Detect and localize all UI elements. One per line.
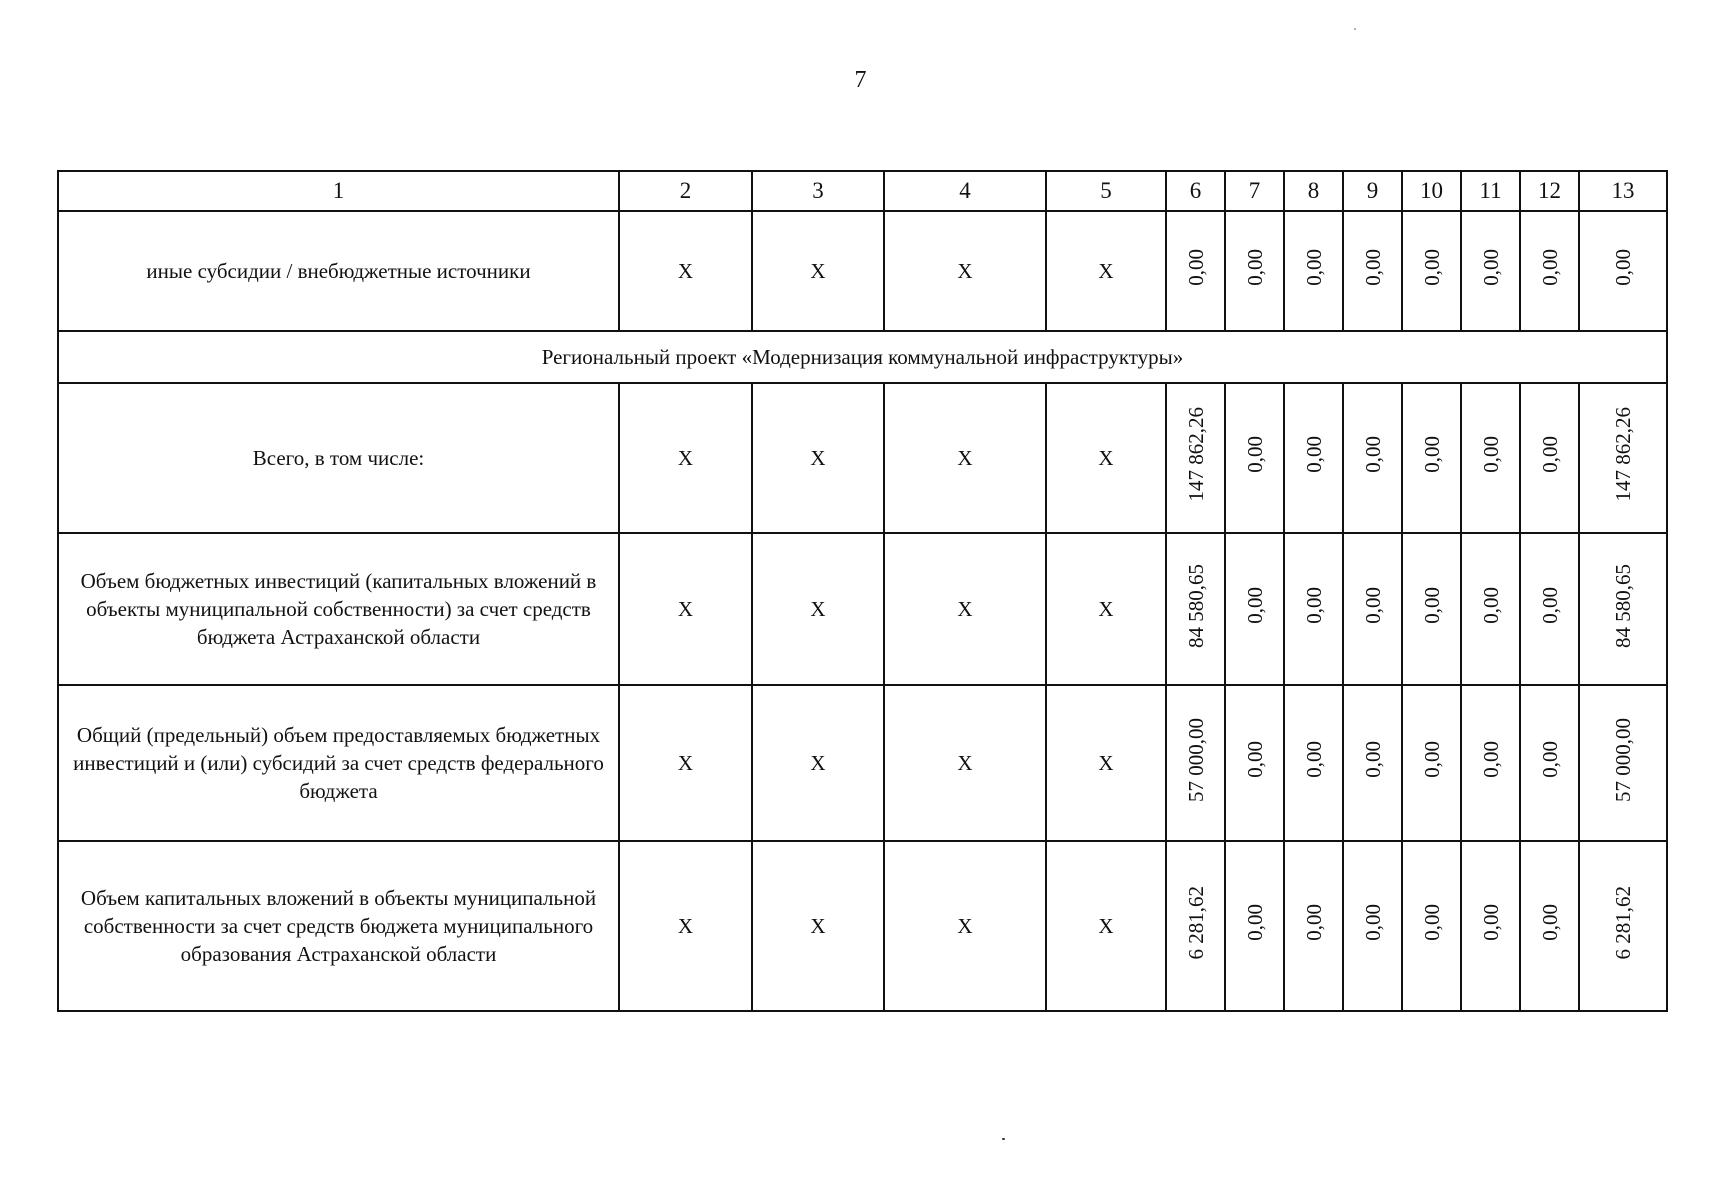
not-applicable-mark: X (619, 211, 752, 331)
budget-table (57, 170, 1668, 1012)
value-text: 147 862,26 (1183, 407, 1208, 502)
value-text: 6 281,62 (1183, 885, 1208, 960)
value-text: 147 862,26 (1611, 407, 1635, 502)
value-cell (1166, 211, 1225, 331)
not-applicable-mark: X (884, 211, 1046, 331)
value-text: 57 000,00 (1611, 717, 1635, 802)
section-title: Региональный проект «Модернизация коммунальной инфраструктуры» (58, 331, 1667, 383)
value-text: 57 000,00 (1183, 717, 1208, 802)
value-text: 84 580,65 (1183, 563, 1208, 648)
table-row (58, 685, 1667, 841)
value-text: 0,00 (1242, 249, 1267, 286)
not-applicable-mark: X (619, 841, 752, 1011)
not-applicable-mark: X (884, 685, 1046, 841)
value-cell (1402, 685, 1461, 841)
value-text: 0,00 (1301, 436, 1326, 473)
value-text: 0,00 (1242, 587, 1267, 624)
value-text: 0,00 (1360, 587, 1385, 624)
value-cell (1579, 533, 1667, 685)
value-text: 0,00 (1478, 587, 1503, 624)
value-text: 6 281,62 (1611, 885, 1635, 960)
not-applicable-mark: X (1046, 533, 1166, 685)
scan-speck (1354, 28, 1356, 30)
table-row (58, 533, 1667, 685)
value-cell (1343, 685, 1402, 841)
not-applicable-mark: X (1046, 383, 1166, 533)
column-number: 3 (752, 171, 884, 211)
value-text: 0,00 (1242, 741, 1267, 778)
value-text: 0,00 (1537, 587, 1562, 624)
value-cell (1284, 383, 1343, 533)
column-number: 6 (1166, 171, 1225, 211)
scan-speck (1002, 1138, 1005, 1140)
row-label: Общий (предельный) объем предоставляемых бюджетных инвестиций и (или) субсидий за счет средств федерального бюджета (58, 685, 619, 841)
value-text: 0,00 (1537, 249, 1562, 286)
value-cell (1461, 383, 1520, 533)
value-cell (1579, 383, 1667, 533)
value-text: 0,00 (1360, 436, 1385, 473)
value-cell (1166, 685, 1225, 841)
row-label: иные субсидии / внебюджетные источники (58, 211, 619, 331)
value-cell (1520, 841, 1579, 1011)
value-text: 0,00 (1478, 249, 1503, 286)
not-applicable-mark: X (884, 533, 1046, 685)
column-number-row (58, 171, 1667, 211)
section-row (58, 331, 1667, 383)
column-number: 5 (1046, 171, 1166, 211)
column-number: 7 (1225, 171, 1284, 211)
value-cell (1166, 841, 1225, 1011)
column-number: 10 (1402, 171, 1461, 211)
value-cell (1225, 383, 1284, 533)
value-cell (1520, 533, 1579, 685)
column-number: 12 (1520, 171, 1579, 211)
value-text: 0,00 (1478, 436, 1503, 473)
value-text: 0,00 (1301, 741, 1326, 778)
value-cell (1284, 533, 1343, 685)
value-cell (1343, 383, 1402, 533)
value-cell (1579, 685, 1667, 841)
value-cell (1284, 211, 1343, 331)
value-cell (1284, 841, 1343, 1011)
value-text: 0,00 (1419, 249, 1444, 286)
row-label: Объем бюджетных инвестиций (капитальных вложений в объекты муниципальной собственности) за счет средств бюджета Астраханской области (58, 533, 619, 685)
page-number: 7 (854, 67, 867, 93)
value-text: 0,00 (1242, 436, 1267, 473)
value-cell (1343, 533, 1402, 685)
table-row (58, 211, 1667, 331)
value-text: 0,00 (1419, 587, 1444, 624)
value-text: 0,00 (1360, 904, 1385, 941)
not-applicable-mark: X (1046, 841, 1166, 1011)
not-applicable-mark: X (884, 841, 1046, 1011)
value-text: 0,00 (1360, 249, 1385, 286)
value-text: 0,00 (1478, 904, 1503, 941)
not-applicable-mark: X (752, 211, 884, 331)
value-cell (1461, 685, 1520, 841)
column-number: 11 (1461, 171, 1520, 211)
value-text: 0,00 (1419, 436, 1444, 473)
value-cell (1402, 841, 1461, 1011)
value-cell (1402, 383, 1461, 533)
not-applicable-mark: X (619, 383, 752, 533)
value-text: 0,00 (1478, 741, 1503, 778)
value-cell (1343, 841, 1402, 1011)
value-cell (1225, 841, 1284, 1011)
column-number: 2 (619, 171, 752, 211)
value-cell (1402, 211, 1461, 331)
table-row (58, 383, 1667, 533)
value-text: 0,00 (1537, 904, 1562, 941)
value-cell (1343, 211, 1402, 331)
value-text: 0,00 (1419, 904, 1444, 941)
value-cell (1166, 383, 1225, 533)
value-text: 0,00 (1301, 587, 1326, 624)
not-applicable-mark: X (1046, 211, 1166, 331)
column-number: 8 (1284, 171, 1343, 211)
value-cell (1284, 685, 1343, 841)
value-cell (1225, 685, 1284, 841)
table-row (58, 841, 1667, 1011)
value-cell (1520, 383, 1579, 533)
value-cell (1579, 841, 1667, 1011)
not-applicable-mark: X (619, 533, 752, 685)
value-cell (1225, 211, 1284, 331)
not-applicable-mark: X (752, 383, 884, 533)
value-cell (1461, 533, 1520, 685)
value-text: 0,00 (1242, 904, 1267, 941)
not-applicable-mark: X (884, 383, 1046, 533)
value-text: 0,00 (1301, 904, 1326, 941)
value-text: 0,00 (1419, 741, 1444, 778)
column-number: 1 (58, 171, 619, 211)
value-text: 0,00 (1360, 741, 1385, 778)
value-text: 0,00 (1537, 436, 1562, 473)
not-applicable-mark: X (752, 533, 884, 685)
value-cell (1520, 211, 1579, 331)
not-applicable-mark: X (1046, 685, 1166, 841)
value-cell (1579, 211, 1667, 331)
row-label: Объем капитальных вложений в объекты муниципальной собственности за счет средств бюджета муниципального образования Астраханской области (58, 841, 619, 1011)
value-cell (1461, 841, 1520, 1011)
value-cell (1520, 685, 1579, 841)
value-cell (1166, 533, 1225, 685)
value-text: 0,00 (1301, 249, 1326, 286)
column-number: 9 (1343, 171, 1402, 211)
not-applicable-mark: X (752, 685, 884, 841)
row-label: Всего, в том числе: (58, 383, 619, 533)
value-text: 0,00 (1537, 741, 1562, 778)
value-text: 0,00 (1183, 249, 1208, 286)
value-cell (1225, 533, 1284, 685)
not-applicable-mark: X (619, 685, 752, 841)
value-text: 84 580,65 (1611, 563, 1635, 648)
not-applicable-mark: X (752, 841, 884, 1011)
column-number: 4 (884, 171, 1046, 211)
value-text: 0,00 (1611, 249, 1635, 286)
value-cell (1402, 533, 1461, 685)
value-cell (1461, 211, 1520, 331)
column-number: 13 (1579, 171, 1667, 211)
